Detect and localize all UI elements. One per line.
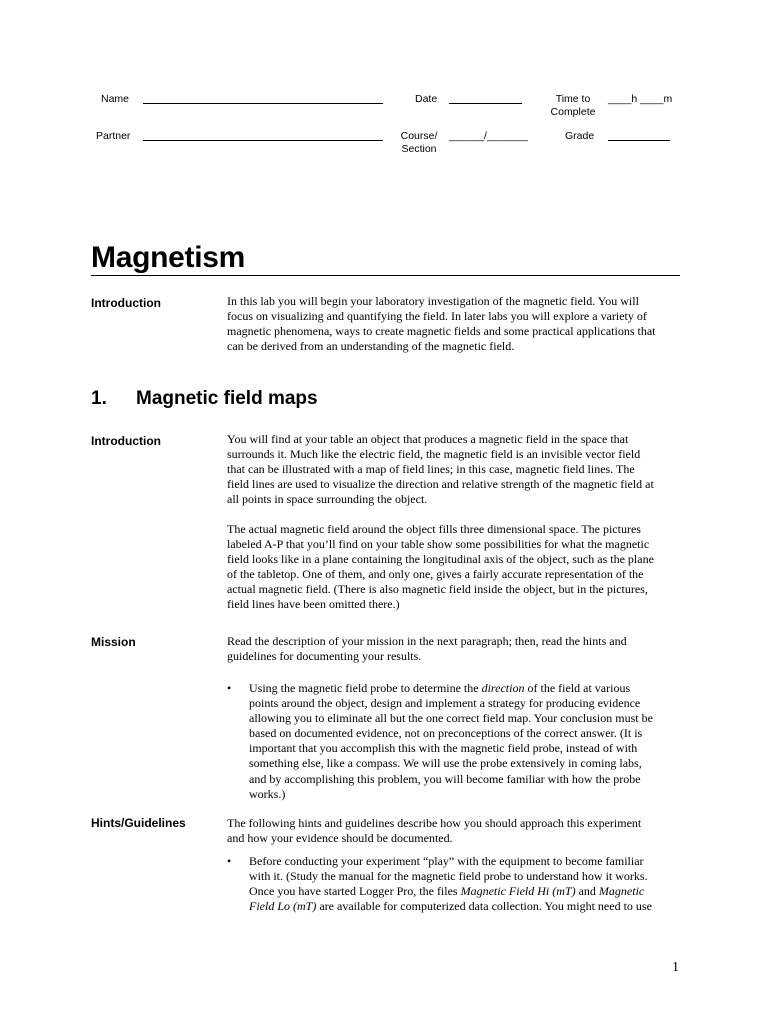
section-intro-paragraph-2: The actual magnetic field around the object fills three dimensional space. The pictures labeled A-P that you’ll find on your table show some possibilities for what the magnetic field looks like in a plane containing the longitudinal axis of the object, such as the plane of the tabletop. One of them, and only one, gives a fairly accurate representation of the actual magnetic field. (There is also magnetic field inside the object, but in the pictures, field lines have been omitted there.) [227, 522, 654, 612]
bullet-icon: • [227, 681, 232, 695]
section-title: Magnetic field maps [136, 388, 318, 409]
partner-field [143, 140, 383, 141]
name-label: Name [101, 93, 130, 105]
page-number: 1 [672, 960, 679, 975]
intro-paragraph: In this lab you will begin your laboratory investigation of the magnetic field. You will focus on visualizing and quantifying the field. In later labs you will explore a variety of magnetic phenomena, ways to create magnetic fields and some practical applications that can be derived from an understanding of the magnetic field. [227, 294, 656, 354]
grade-label: Grade [565, 130, 595, 142]
section-intro-paragraph-1: You will find at your table an object that produces a magnetic field in the space that surrounds it. Much like the electric field, the magnetic field is an invisible vector field that can be illustrated with a map of field lines; in this case, magnetic field lines. The field lines are used to visualize the direction and relative strength of the magnetic field at all points in space surrounding the object. [227, 432, 654, 507]
time-field: ____h ____m [608, 93, 673, 105]
partner-label: Partner [96, 130, 131, 142]
course-section-field: ______/_______ [449, 130, 528, 142]
title-divider [91, 275, 680, 276]
section-intro-label: Introduction [91, 434, 161, 448]
mission-bullet: Using the magnetic field probe to determine the direction of the field at various points around the object, design and implement a strategy for producing evidence allowing you to eliminate all but the one correct field map. Your conclusion must be based on documented evidence, not on preconceptions of the correct answer. (It is important that you accomplish this with the magnetic field probe, instead of with something else, like a compass. We will use the probe extensively in coming labs, and by accomplishing this problem, you will become familiar with how the probe works.) [249, 681, 653, 801]
section-number: 1. [91, 388, 107, 409]
hints-bullet: Before conducting your experiment “play” with the equipment to become familiar with it. (Study the manual for the magnetic field probe to understand how it works. Once you have started Logger Pro, the files Magnetic Field Hi (mT) and Magnetic Field Lo (mT) are available for computerized data collection. You might need to use [249, 854, 652, 914]
bullet-icon: • [227, 854, 232, 868]
hints-paragraph: The following hints and guidelines describe how you should approach this experiment and how your evidence should be documented. [227, 816, 642, 846]
mission-label: Mission [91, 635, 136, 649]
date-label: Date [415, 93, 438, 105]
grade-field [608, 140, 670, 141]
name-field [143, 103, 383, 104]
time-to-complete-label: Time to Complete [550, 93, 596, 118]
intro-label: Introduction [91, 296, 161, 310]
page-title: Magnetism [91, 241, 245, 274]
date-field [449, 103, 522, 104]
mission-paragraph: Read the description of your mission in the next paragraph; then, read the hints and guidelines for documenting your results. [227, 634, 627, 664]
hints-label: Hints/Guidelines [91, 816, 186, 830]
course-section-label: Course/ Section [400, 130, 438, 155]
